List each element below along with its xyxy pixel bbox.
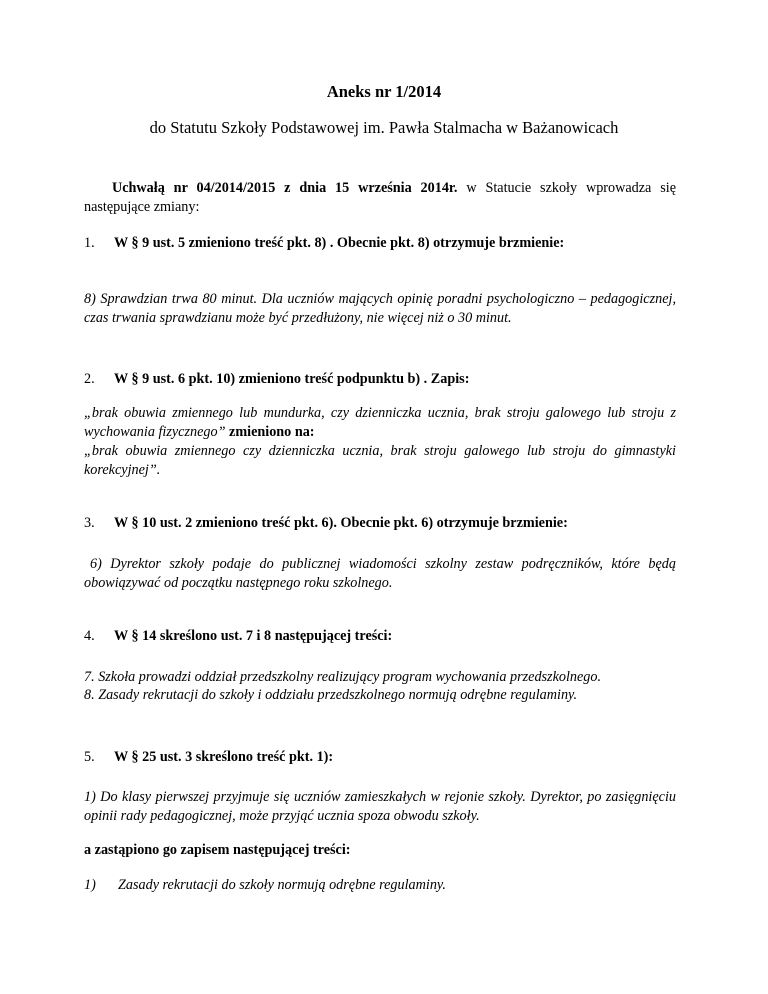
section-3-heading [84,515,568,532]
section-5-body: 1) Do klasy pierwszej przyjmuje się uczniów zamieszkałych w rejonie szkoły. Dyrektor, po zasięgnięciu opinii rady pedagogicznej, może przyjąć ucznia spoza obwodu szkoły. [84,789,676,824]
section-3-body: 6) Dyrektor szkoły podaje do publicznej wiadomości szkolny zestaw podręczników, które będą obowiązywać od początku następnego roku szkolnego. [84,556,676,591]
section-heading-text: W § 25 ust. 3 skreślono treść pkt. 1): [114,749,334,765]
section-1-body: 8) Sprawdzian trwa 80 minut. Dla uczniów mających opinię poradni psychologiczno – pedagogicznej, czas trwania sprawdzianu może być przedłużony, nie więcej niż o 30 minut. [84,291,676,326]
section-number: 5. [84,749,95,765]
section-heading-text: W § 10 ust. 2 zmieniono treść pkt. 6). Obecnie pkt. 6) otrzymuje brzmienie: [114,515,568,531]
list-item: 8. Zasady rekrutacji do szkoły i oddziału przedszkolnego normują odrębne regulaminy. [84,687,578,703]
section-number: 1. [84,235,95,251]
intro-paragraph [84,179,676,217]
section-heading-text: W § 14 skreślono ust. 7 i 8 następującej treści: [114,628,393,644]
old-text: „brak obuwia zmiennego lub mundurka, czy dzienniczka ucznia, brak stroju galowego lub stroju z wychowania fizycznego” [84,405,676,440]
intro-rest: w Statucie szkoły wprowadza się następujące zmiany: [84,180,676,215]
section-heading-text: W § 9 ust. 5 zmieniono treść pkt. 8) . Obecnie pkt. 8) otrzymuje brzmienie: [114,235,565,251]
document-title: Aneks nr 1/2014 [326,82,442,101]
intro-resolution: Uchwałą nr 04/2014/2015 z dnia 15 września 2014r. [112,180,458,196]
changed-label: zmieniono na: [225,424,315,440]
section-heading-text: W § 9 ust. 6 pkt. 10) zmieniono treść podpunktu b) . Zapis: [114,371,470,387]
section-4-heading [84,628,392,645]
replacement-text: Zasady rekrutacji do szkoły normują odrębne regulaminy. [118,877,446,893]
section-5-replace-label: a zastąpiono go zapisem następującej treści: [84,842,351,858]
section-5-heading [84,749,333,766]
section-2-new-text: „brak obuwia zmiennego czy dzienniczka ucznia, brak stroju galowego lub stroju do gimnastyki korekcyjnej”. [84,443,676,478]
list-item: 7. Szkoła prowadzi oddział przedszkolny realizujący program wychowania przedszkolnego. [84,669,602,685]
document-subtitle: do Statutu Szkoły Podstawowej im. Pawła Stalmacha w Bażanowicach [149,118,619,137]
section-2-old-text [84,404,676,442]
section-number: 2. [84,371,95,387]
section-number: 4. [84,628,95,644]
section-number: 3. [84,515,95,531]
section-2-heading [84,371,469,388]
replacement-number: 1) [84,877,96,893]
section-1-heading [84,235,564,252]
section-5-replacement [84,876,446,895]
